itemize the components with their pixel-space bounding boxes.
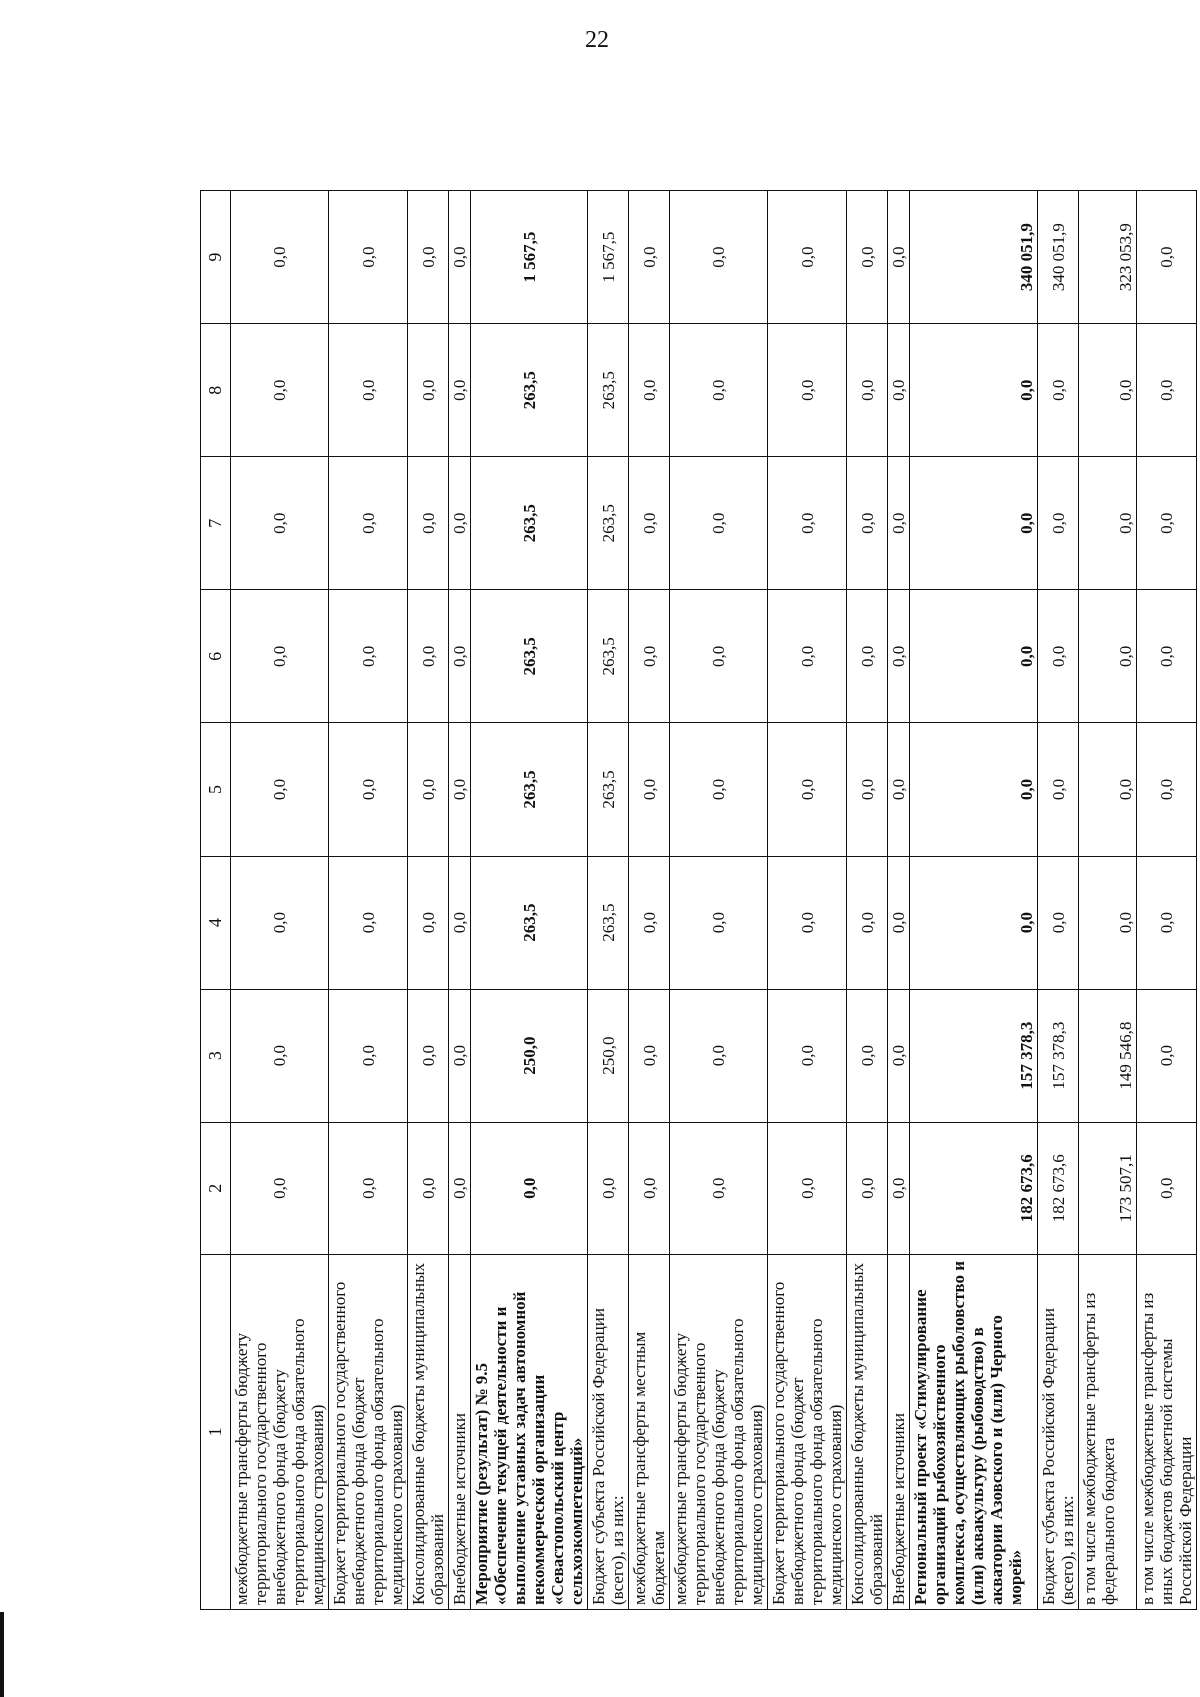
table-row (449, 191, 471, 1610)
cell-value: 0,0 (408, 723, 449, 856)
cell-value: 0,0 (329, 989, 408, 1122)
cell-value: 0,0 (1137, 590, 1197, 723)
cell-value: 0,0 (670, 457, 768, 590)
cell-value: 0,0 (1038, 457, 1079, 590)
cell-value: 0,0 (471, 1122, 588, 1254)
table-row (1038, 191, 1079, 1610)
cell-value: 182 673,6 (1038, 1122, 1079, 1254)
cell-value: 0,0 (670, 723, 768, 856)
cell-value: 157 378,3 (1038, 989, 1079, 1122)
cell-value: 0,0 (910, 457, 1038, 590)
column-header: 1 (201, 1254, 231, 1609)
cell-value: 0,0 (408, 457, 449, 590)
cell-value: 0,0 (629, 457, 670, 590)
cell-value: 0,0 (629, 856, 670, 989)
cell-value: 0,0 (629, 590, 670, 723)
cell-value: 0,0 (449, 324, 471, 457)
cell-value: 0,0 (1137, 856, 1197, 989)
cell-value: 149 546,8 (1079, 989, 1137, 1122)
cell-value: 173 507,1 (1079, 1122, 1137, 1254)
cell-value: 0,0 (768, 590, 847, 723)
cell-value: 0,0 (847, 856, 888, 989)
row-label: Внебюджетные источники (888, 1254, 910, 1609)
cell-value: 0,0 (449, 989, 471, 1122)
row-label: Бюджет субъекта Российской Федерации (всего), из них: (1038, 1254, 1079, 1609)
cell-value: 1 567,5 (588, 191, 629, 324)
cell-value: 263,5 (588, 457, 629, 590)
cell-value: 0,0 (670, 856, 768, 989)
cell-value: 0,0 (449, 590, 471, 723)
column-header: 6 (201, 590, 231, 723)
column-header: 3 (201, 989, 231, 1122)
cell-value: 0,0 (888, 457, 910, 590)
cell-value: 0,0 (910, 590, 1038, 723)
table-row-measure (471, 191, 588, 1610)
cell-value: 263,5 (471, 723, 588, 856)
cell-value: 0,0 (329, 856, 408, 989)
cell-value: 0,0 (910, 856, 1038, 989)
cell-value: 0,0 (629, 1122, 670, 1254)
table-row (1137, 191, 1197, 1610)
cell-value: 0,0 (231, 324, 329, 457)
cell-value: 0,0 (408, 324, 449, 457)
cell-value: 0,0 (231, 191, 329, 324)
column-header: 5 (201, 723, 231, 856)
cell-value: 0,0 (888, 1122, 910, 1254)
cell-value: 0,0 (408, 590, 449, 723)
cell-value: 0,0 (888, 191, 910, 324)
cell-value: 0,0 (408, 191, 449, 324)
cell-value: 250,0 (471, 989, 588, 1122)
cell-value: 340 051,9 (910, 191, 1038, 324)
table-row (670, 191, 768, 1610)
cell-value: 0,0 (1079, 856, 1137, 989)
cell-value: 0,0 (670, 1122, 768, 1254)
cell-value: 263,5 (588, 723, 629, 856)
cell-value: 0,0 (588, 1122, 629, 1254)
rotated-table-wrapper (200, 190, 1195, 1610)
cell-value: 0,0 (910, 723, 1038, 856)
cell-value: 0,0 (329, 457, 408, 590)
cell-value: 0,0 (408, 1122, 449, 1254)
cell-value: 263,5 (471, 457, 588, 590)
scan-margin-mark (0, 1612, 4, 1697)
cell-value: 0,0 (329, 590, 408, 723)
cell-value: 0,0 (847, 723, 888, 856)
cell-value: 0,0 (329, 723, 408, 856)
cell-value: 340 051,9 (1038, 191, 1079, 324)
cell-value: 0,0 (1079, 590, 1137, 723)
cell-value: 0,0 (888, 856, 910, 989)
row-label: Консолидированные бюджеты муниципальных образований (847, 1254, 888, 1609)
cell-value: 263,5 (471, 324, 588, 457)
cell-value: 0,0 (231, 856, 329, 989)
table-row (768, 191, 847, 1610)
cell-value: 0,0 (449, 457, 471, 590)
row-label: Внебюджетные источники (449, 1254, 471, 1609)
cell-value: 0,0 (329, 1122, 408, 1254)
cell-value: 0,0 (231, 1122, 329, 1254)
table-row (231, 191, 329, 1610)
cell-value: 323 053,9 (1079, 191, 1137, 324)
row-label: Бюджет субъекта Российской Федерации (всего), из них: (588, 1254, 629, 1609)
cell-value: 0,0 (847, 590, 888, 723)
row-label: в том числе межбюджетные трансферты из федерального бюджета (1079, 1254, 1137, 1609)
cell-value: 0,0 (449, 856, 471, 989)
cell-value: 0,0 (1137, 1122, 1197, 1254)
table-row (588, 191, 629, 1610)
row-label: межбюджетные трансферты бюджету территориального государственного внебюджетного фонда (бюджету территориального фонда обязательного медицинского страхования) (231, 1254, 329, 1609)
cell-value: 0,0 (888, 989, 910, 1122)
cell-value: 0,0 (629, 989, 670, 1122)
cell-value: 0,0 (670, 590, 768, 723)
table-header-row (201, 191, 231, 1610)
cell-value: 263,5 (471, 856, 588, 989)
cell-value: 0,0 (231, 989, 329, 1122)
cell-value: 0,0 (1137, 989, 1197, 1122)
cell-value: 263,5 (471, 590, 588, 723)
column-header: 2 (201, 1122, 231, 1254)
cell-value: 0,0 (768, 856, 847, 989)
table-row (329, 191, 408, 1610)
cell-value: 0,0 (768, 191, 847, 324)
cell-value: 0,0 (768, 723, 847, 856)
cell-value: 0,0 (231, 457, 329, 590)
cell-value: 0,0 (449, 1122, 471, 1254)
cell-value: 0,0 (670, 989, 768, 1122)
column-header: 9 (201, 191, 231, 324)
cell-value: 0,0 (768, 324, 847, 457)
cell-value: 0,0 (1079, 457, 1137, 590)
cell-value: 0,0 (329, 191, 408, 324)
cell-value: 0,0 (1137, 191, 1197, 324)
row-label: в том числе межбюджетные трансферты из иных бюджетов бюджетной системы Российской Федерации (1137, 1254, 1197, 1609)
cell-value: 0,0 (629, 723, 670, 856)
column-header: 7 (201, 457, 231, 590)
cell-value: 0,0 (670, 324, 768, 457)
cell-value: 0,0 (768, 1122, 847, 1254)
table-row (1079, 191, 1137, 1610)
cell-value: 0,0 (231, 590, 329, 723)
row-label: Бюджет территориального государственного внебюджетного фонда (бюджет территориального фонда обязательного медицинского страхования) (768, 1254, 847, 1609)
table-row (847, 191, 888, 1610)
cell-value: 0,0 (847, 989, 888, 1122)
cell-value: 0,0 (888, 324, 910, 457)
column-header: 8 (201, 324, 231, 457)
cell-value: 0,0 (1038, 590, 1079, 723)
cell-value: 0,0 (847, 457, 888, 590)
cell-value: 0,0 (847, 1122, 888, 1254)
cell-value: 0,0 (1079, 324, 1137, 457)
row-label: Консолидированные бюджеты муниципальных образований (408, 1254, 449, 1609)
cell-value: 0,0 (408, 989, 449, 1122)
cell-value: 182 673,6 (910, 1122, 1038, 1254)
row-label: межбюджетные трансферты местным бюджетам (629, 1254, 670, 1609)
cell-value: 0,0 (629, 324, 670, 457)
cell-value: 0,0 (231, 723, 329, 856)
row-label: Бюджет территориального государственного внебюджетного фонда (бюджет территориального фонда обязательного медицинского страхования) (329, 1254, 408, 1609)
cell-value: 0,0 (1038, 856, 1079, 989)
cell-value: 0,0 (888, 723, 910, 856)
table-row (408, 191, 449, 1610)
cell-value: 0,0 (768, 989, 847, 1122)
cell-value: 0,0 (768, 457, 847, 590)
cell-value: 0,0 (888, 590, 910, 723)
row-label: Мероприятие (результат) № 9.5 «Обеспечение текущей деятельности и выполнение уставных задач автономной некоммерческой организации «Севастопольский центр сельхозкомпетенций» (471, 1254, 588, 1609)
table-row (888, 191, 910, 1610)
cell-value: 0,0 (629, 191, 670, 324)
cell-value: 263,5 (588, 590, 629, 723)
cell-value: 1 567,5 (471, 191, 588, 324)
cell-value: 0,0 (1137, 324, 1197, 457)
row-label: Региональный проект «Стимулирование организаций рыбохозяйственного комплекса, осуществляющих рыболовство и (или) аквакультуру (рыбоводство) в акватории Азовского и (или) Черного морей» (910, 1254, 1038, 1609)
budget-table (200, 190, 1197, 1610)
cell-value: 0,0 (408, 856, 449, 989)
cell-value: 263,5 (588, 324, 629, 457)
cell-value: 0,0 (329, 324, 408, 457)
column-header: 4 (201, 856, 231, 989)
cell-value: 0,0 (1137, 723, 1197, 856)
cell-value: 0,0 (847, 191, 888, 324)
cell-value: 263,5 (588, 856, 629, 989)
cell-value: 0,0 (1137, 457, 1197, 590)
table-row-project (910, 191, 1038, 1610)
cell-value: 0,0 (910, 324, 1038, 457)
cell-value: 0,0 (1038, 324, 1079, 457)
cell-value: 0,0 (449, 191, 471, 324)
cell-value: 157 378,3 (910, 989, 1038, 1122)
cell-value: 0,0 (449, 723, 471, 856)
cell-value: 0,0 (847, 324, 888, 457)
cell-value: 0,0 (1038, 723, 1079, 856)
row-label: межбюджетные трансферты бюджету территориального государственного внебюджетного фонда (бюджету территориального фонда обязательного медицинского страхования) (670, 1254, 768, 1609)
table-row (629, 191, 670, 1610)
cell-value: 0,0 (670, 191, 768, 324)
cell-value: 250,0 (588, 989, 629, 1122)
cell-value: 0,0 (1079, 723, 1137, 856)
page-number: 22 (585, 27, 609, 53)
